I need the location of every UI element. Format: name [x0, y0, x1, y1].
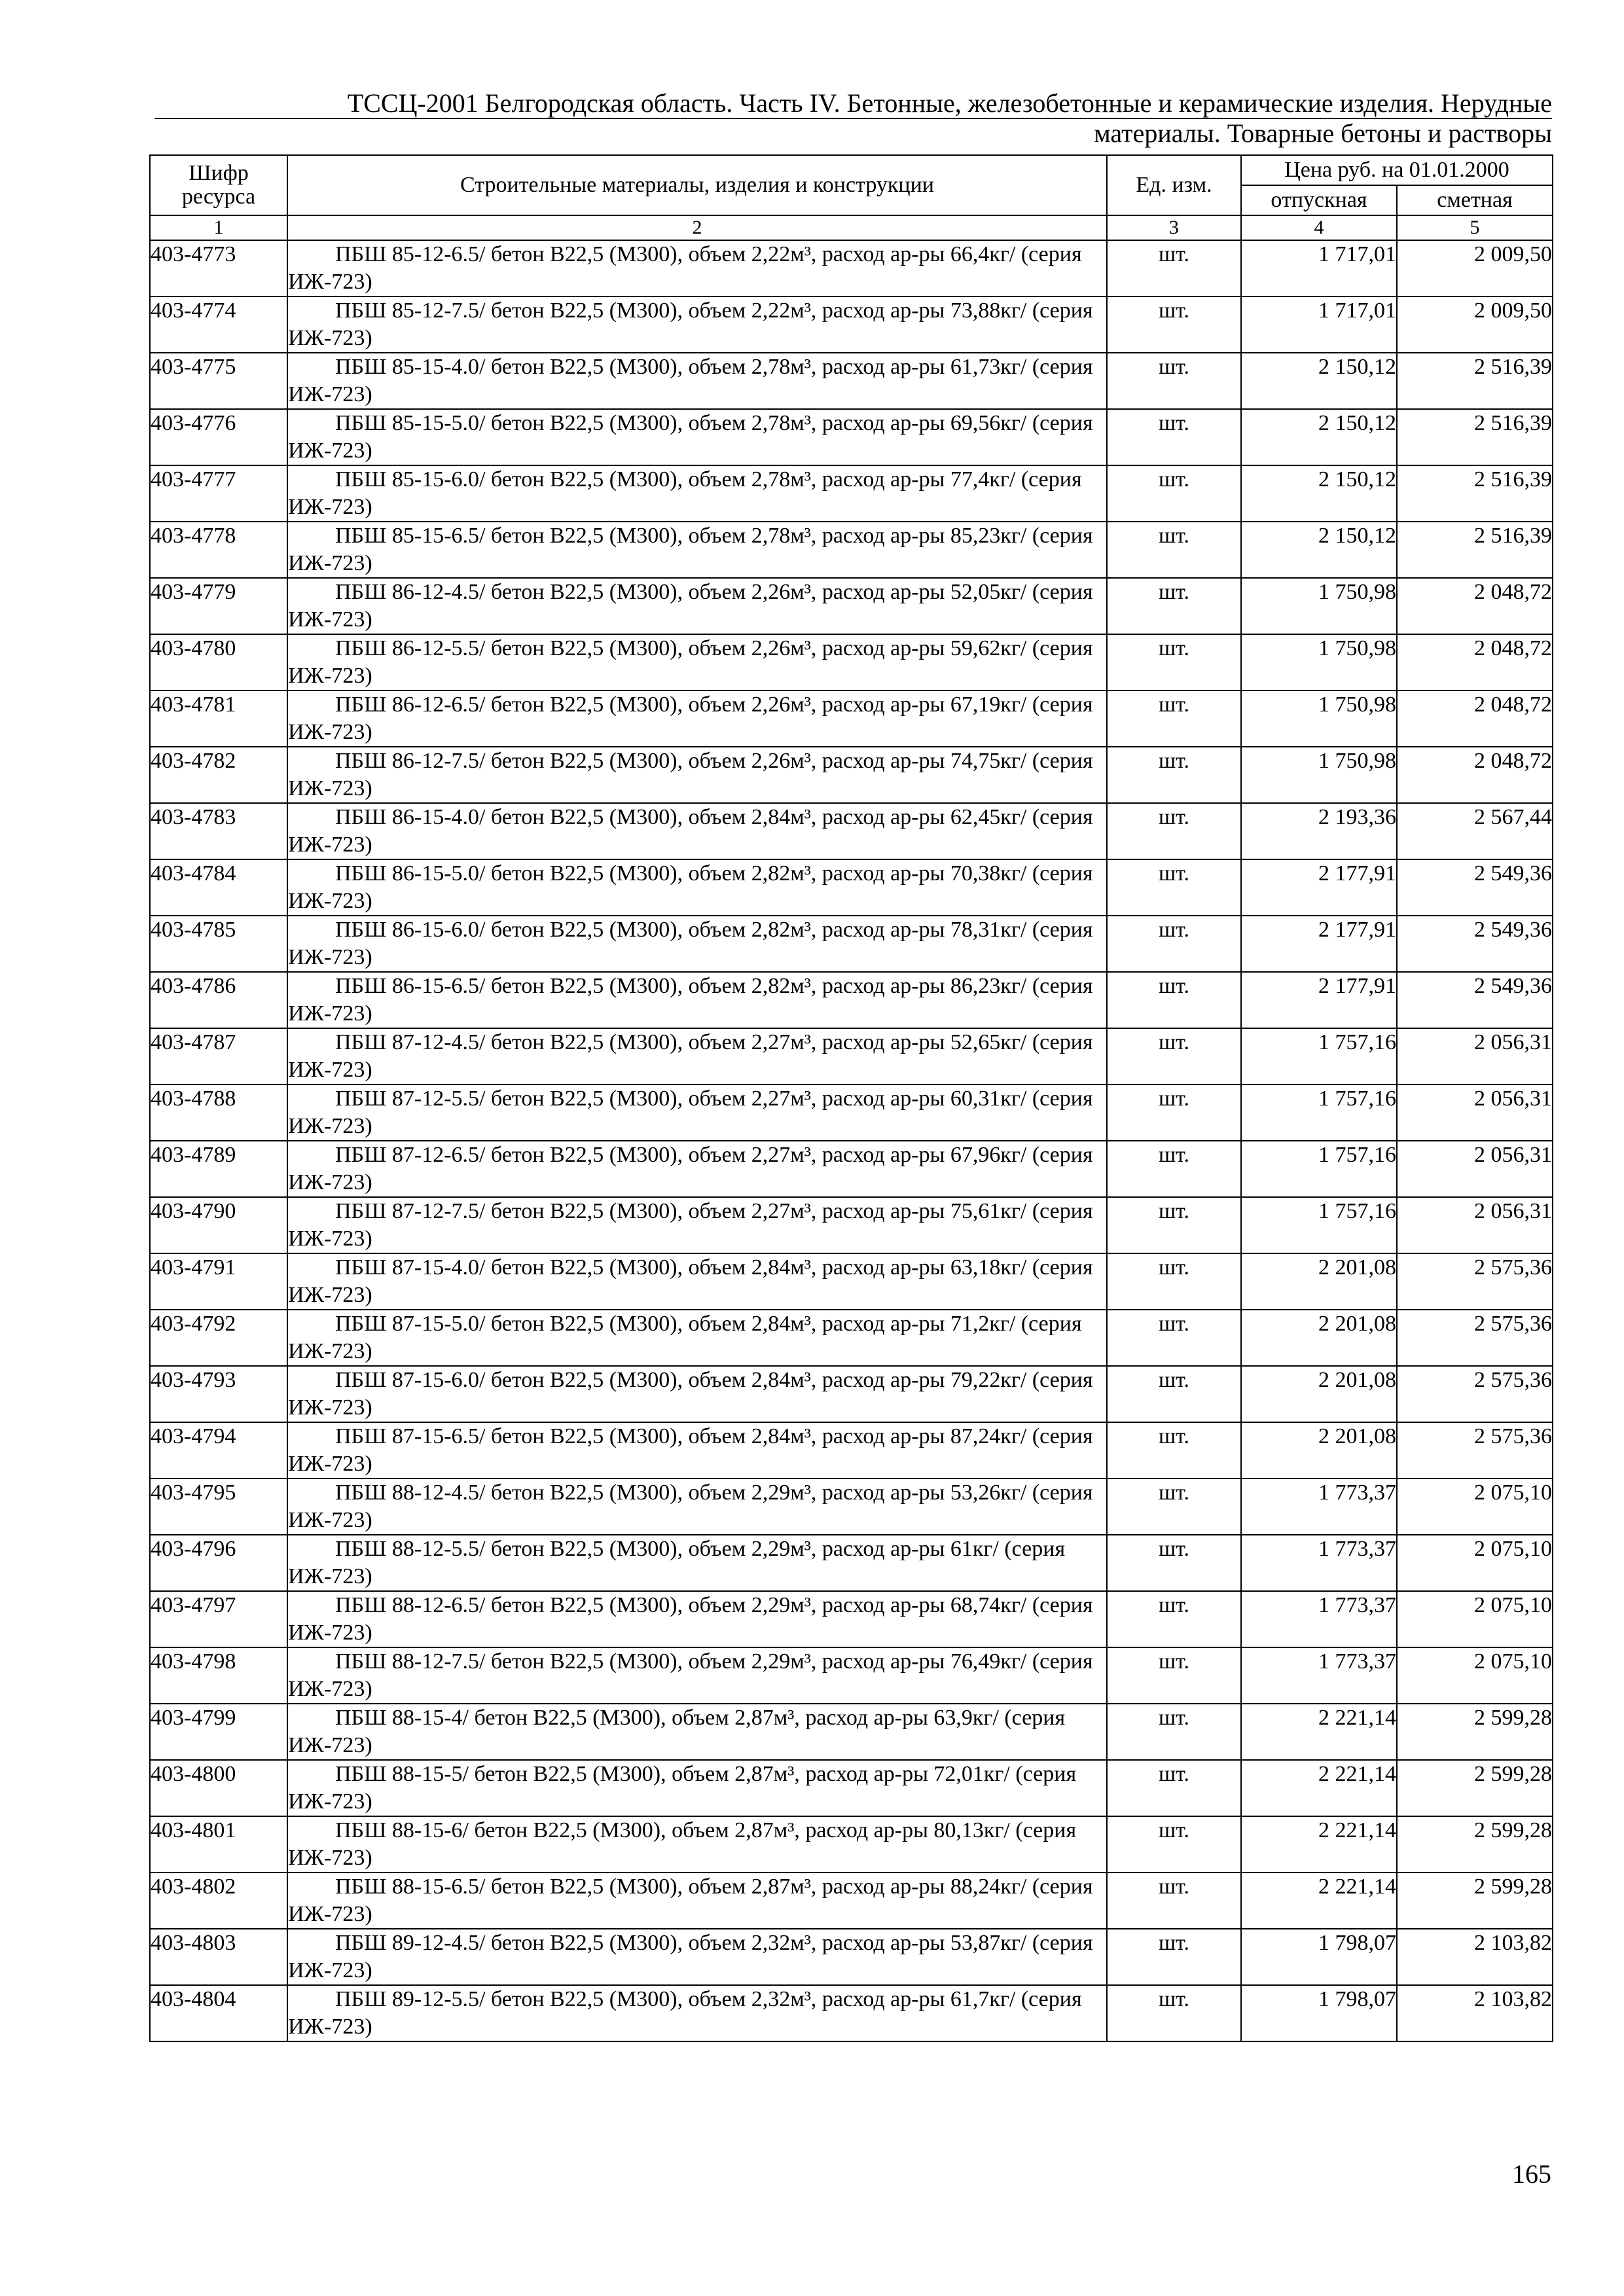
unit-of-measure: шт. [1107, 1816, 1241, 1873]
column-number: 3 [1107, 215, 1241, 240]
estimate-price: 2 599,28 [1397, 1704, 1553, 1760]
estimate-price: 2 575,36 [1397, 1422, 1553, 1479]
release-price: 2 221,14 [1241, 1873, 1397, 1929]
table-row [150, 1535, 1553, 1591]
estimate-price: 2 575,36 [1397, 1310, 1553, 1366]
material-name [287, 1028, 1107, 1085]
column-number: 2 [287, 215, 1107, 240]
material-name [287, 691, 1107, 747]
resource-code: 403-4796 [150, 1535, 287, 1591]
estimate-price: 2 599,28 [1397, 1816, 1553, 1873]
resource-code: 403-4797 [150, 1591, 287, 1647]
resource-code: 403-4799 [150, 1704, 287, 1760]
release-price: 1 750,98 [1241, 691, 1397, 747]
resource-code: 403-4777 [150, 465, 287, 522]
release-price: 1 757,16 [1241, 1197, 1397, 1253]
column-number: 5 [1397, 215, 1553, 240]
unit-of-measure: шт. [1107, 1985, 1241, 2041]
release-price: 2 201,08 [1241, 1253, 1397, 1310]
unit-of-measure: шт. [1107, 1873, 1241, 1929]
material-name-text: ПБШ 88-12-5.5/ бетон В22,5 (М300), объем 2,29м³, расход ар-ры 61кг/ (серия ИЖ-723) [288, 1537, 1066, 1588]
material-name [287, 803, 1107, 859]
table-row [150, 691, 1553, 747]
resource-code: 403-4801 [150, 1816, 287, 1873]
material-name [287, 634, 1107, 691]
release-price: 2 150,12 [1241, 353, 1397, 409]
material-name-text: ПБШ 88-15-6.5/ бетон В22,5 (М300), объем 2,87м³, расход ар-ры 88,24кг/ (серия ИЖ-723) [288, 1874, 1093, 1926]
resource-code: 403-4778 [150, 522, 287, 578]
material-name-text: ПБШ 89-12-5.5/ бетон В22,5 (М300), объем 2,32м³, расход ар-ры 61,7кг/ (серия ИЖ-723) [288, 1987, 1082, 2039]
resource-code: 403-4779 [150, 578, 287, 634]
estimate-price: 2 056,31 [1397, 1197, 1553, 1253]
material-name-text: ПБШ 85-12-6.5/ бетон В22,5 (М300), объем 2,22м³, расход ар-ры 66,4кг/ (серия ИЖ-723) [288, 242, 1082, 294]
material-name-text: ПБШ 85-12-7.5/ бетон В22,5 (М300), объем 2,22м³, расход ар-ры 73,88кг/ (серия ИЖ-723) [288, 298, 1093, 350]
estimate-price: 2 048,72 [1397, 691, 1553, 747]
header-unit: Ед. изм. [1107, 155, 1241, 215]
material-name [287, 409, 1107, 465]
resource-code: 403-4773 [150, 240, 287, 296]
resource-code: 403-4793 [150, 1366, 287, 1422]
document-title-line-1: ТССЦ-2001 Белгородская область. Часть IV. Бетонные, железобетонные и керамические изделия. Нерудные [347, 88, 1552, 118]
material-name [287, 1310, 1107, 1366]
material-name-text: ПБШ 87-12-5.5/ бетон В22,5 (М300), объем 2,27м³, расход ар-ры 60,31кг/ (серия ИЖ-723) [288, 1086, 1093, 1138]
table-row [150, 1985, 1553, 2041]
table-row [150, 803, 1553, 859]
estimate-price: 2 549,36 [1397, 972, 1553, 1028]
table-row [150, 296, 1553, 353]
table-row [150, 1873, 1553, 1929]
unit-of-measure: шт. [1107, 465, 1241, 522]
material-name-text: ПБШ 88-15-4/ бетон В22,5 (М300), объем 2,87м³, расход ар-ры 63,9кг/ (серия ИЖ-723) [288, 1706, 1066, 1757]
material-name [287, 1422, 1107, 1479]
release-price: 2 221,14 [1241, 1704, 1397, 1760]
table-row [150, 409, 1553, 465]
material-name-text: ПБШ 87-12-4.5/ бетон В22,5 (М300), объем 2,27м³, расход ар-ры 52,65кг/ (серия ИЖ-723) [288, 1030, 1093, 1082]
unit-of-measure: шт. [1107, 1647, 1241, 1704]
estimate-price: 2 075,10 [1397, 1647, 1553, 1704]
resource-code: 403-4775 [150, 353, 287, 409]
material-name [287, 1535, 1107, 1591]
estimate-price: 2 549,36 [1397, 916, 1553, 972]
resource-code: 403-4800 [150, 1760, 287, 1816]
page-number: 165 [1512, 2159, 1551, 2189]
estimate-price: 2 009,50 [1397, 240, 1553, 296]
material-name [287, 972, 1107, 1028]
estimate-price: 2 056,31 [1397, 1085, 1553, 1141]
release-price: 1 773,37 [1241, 1647, 1397, 1704]
resource-code: 403-4803 [150, 1929, 287, 1985]
material-name-text: ПБШ 88-12-4.5/ бетон В22,5 (М300), объем 2,29м³, расход ар-ры 53,26кг/ (серия ИЖ-723) [288, 1480, 1093, 1532]
table-row [150, 522, 1553, 578]
release-price: 2 177,91 [1241, 859, 1397, 916]
estimate-price: 2 103,82 [1397, 1985, 1553, 2041]
unit-of-measure: шт. [1107, 972, 1241, 1028]
table-row [150, 1704, 1553, 1760]
material-name-text: ПБШ 85-15-5.0/ бетон В22,5 (М300), объем 2,78м³, расход ар-ры 69,56кг/ (серия ИЖ-723) [288, 411, 1093, 463]
material-name-text: ПБШ 87-12-6.5/ бетон В22,5 (М300), объем 2,27м³, расход ар-ры 67,96кг/ (серия ИЖ-723) [288, 1143, 1093, 1194]
table-row [150, 1085, 1553, 1141]
material-name-text: ПБШ 86-12-4.5/ бетон В22,5 (М300), объем 2,26м³, расход ар-ры 52,05кг/ (серия ИЖ-723) [288, 580, 1093, 632]
table-row [150, 1366, 1553, 1422]
table-row [150, 972, 1553, 1028]
table-row [150, 465, 1553, 522]
estimate-price: 2 599,28 [1397, 1873, 1553, 1929]
material-name [287, 859, 1107, 916]
material-name [287, 1253, 1107, 1310]
release-price: 1 773,37 [1241, 1591, 1397, 1647]
table-row [150, 1310, 1553, 1366]
estimate-price: 2 567,44 [1397, 803, 1553, 859]
material-name [287, 465, 1107, 522]
release-price: 2 193,36 [1241, 803, 1397, 859]
header-release-price: отпускная [1241, 185, 1397, 215]
material-name-text: ПБШ 87-12-7.5/ бетон В22,5 (М300), объем 2,27м³, расход ар-ры 75,61кг/ (серия ИЖ-723) [288, 1199, 1093, 1251]
material-name-text: ПБШ 87-15-6.5/ бетон В22,5 (М300), объем 2,84м³, расход ар-ры 87,24кг/ (серия ИЖ-723) [288, 1424, 1093, 1476]
unit-of-measure: шт. [1107, 1310, 1241, 1366]
unit-of-measure: шт. [1107, 1929, 1241, 1985]
unit-of-measure: шт. [1107, 522, 1241, 578]
estimate-price: 2 075,10 [1397, 1591, 1553, 1647]
release-price: 1 757,16 [1241, 1085, 1397, 1141]
release-price: 1 750,98 [1241, 634, 1397, 691]
resource-code: 403-4787 [150, 1028, 287, 1085]
release-price: 2 150,12 [1241, 522, 1397, 578]
material-name [287, 916, 1107, 972]
material-name-text: ПБШ 86-12-5.5/ бетон В22,5 (М300), объем 2,26м³, расход ар-ры 59,62кг/ (серия ИЖ-723) [288, 636, 1093, 688]
table-row [150, 1479, 1553, 1535]
resource-code: 403-4804 [150, 1985, 287, 2041]
unit-of-measure: шт. [1107, 296, 1241, 353]
unit-of-measure: шт. [1107, 1197, 1241, 1253]
material-name-text: ПБШ 86-12-7.5/ бетон В22,5 (М300), объем 2,26м³, расход ар-ры 74,75кг/ (серия ИЖ-723) [288, 749, 1093, 800]
material-name-text: ПБШ 87-15-6.0/ бетон В22,5 (М300), объем 2,84м³, расход ар-ры 79,22кг/ (серия ИЖ-723) [288, 1368, 1093, 1420]
material-name [287, 1929, 1107, 1985]
unit-of-measure: шт. [1107, 578, 1241, 634]
unit-of-measure: шт. [1107, 1422, 1241, 1479]
material-name [287, 1591, 1107, 1647]
release-price: 1 773,37 [1241, 1535, 1397, 1591]
release-price: 2 221,14 [1241, 1816, 1397, 1873]
material-name-text: ПБШ 88-15-6/ бетон В22,5 (М300), объем 2,87м³, расход ар-ры 80,13кг/ (серия ИЖ-723) [288, 1818, 1077, 1870]
material-name [287, 1873, 1107, 1929]
unit-of-measure: шт. [1107, 1028, 1241, 1085]
unit-of-measure: шт. [1107, 1253, 1241, 1310]
material-name [287, 1816, 1107, 1873]
unit-of-measure: шт. [1107, 409, 1241, 465]
estimate-price: 2 575,36 [1397, 1366, 1553, 1422]
release-price: 2 177,91 [1241, 916, 1397, 972]
estimate-price: 2 048,72 [1397, 634, 1553, 691]
unit-of-measure: шт. [1107, 1760, 1241, 1816]
material-name [287, 1366, 1107, 1422]
material-name-text: ПБШ 89-12-4.5/ бетон В22,5 (М300), объем 2,32м³, расход ар-ры 53,87кг/ (серия ИЖ-723) [288, 1931, 1093, 1982]
release-price: 2 177,91 [1241, 972, 1397, 1028]
table-row [150, 240, 1553, 296]
material-name [287, 1647, 1107, 1704]
document-title-line-2: материалы. Товарные бетоны и растворы [1094, 118, 1552, 148]
table-row [150, 1028, 1553, 1085]
table-row [150, 859, 1553, 916]
material-name [287, 1985, 1107, 2041]
table-row [150, 1422, 1553, 1479]
release-price: 1 773,37 [1241, 1479, 1397, 1535]
unit-of-measure: шт. [1107, 1591, 1241, 1647]
resource-code: 403-4783 [150, 803, 287, 859]
material-name [287, 1704, 1107, 1760]
material-name [287, 1085, 1107, 1141]
material-name [287, 747, 1107, 803]
release-price: 1 750,98 [1241, 747, 1397, 803]
table-row [150, 1197, 1553, 1253]
table-row [150, 353, 1553, 409]
resource-code: 403-4794 [150, 1422, 287, 1479]
resource-code: 403-4782 [150, 747, 287, 803]
table-row [150, 1647, 1553, 1704]
unit-of-measure: шт. [1107, 916, 1241, 972]
estimate-price: 2 549,36 [1397, 859, 1553, 916]
table-row [150, 634, 1553, 691]
unit-of-measure: шт. [1107, 240, 1241, 296]
table-row [150, 916, 1553, 972]
resource-price-table [149, 154, 1553, 2042]
material-name [287, 240, 1107, 296]
unit-of-measure: шт. [1107, 747, 1241, 803]
material-name [287, 353, 1107, 409]
estimate-price: 2 516,39 [1397, 522, 1553, 578]
release-price: 2 150,12 [1241, 465, 1397, 522]
material-name-text: ПБШ 88-15-5/ бетон В22,5 (М300), объем 2,87м³, расход ар-ры 72,01кг/ (серия ИЖ-723) [288, 1762, 1077, 1814]
material-name-text: ПБШ 86-15-5.0/ бетон В22,5 (М300), объем 2,82м³, расход ар-ры 70,38кг/ (серия ИЖ-723) [288, 861, 1093, 913]
estimate-price: 2 009,50 [1397, 296, 1553, 353]
column-number: 4 [1241, 215, 1397, 240]
header-estimate-price: сметная [1397, 185, 1553, 215]
resource-code: 403-4791 [150, 1253, 287, 1310]
material-name [287, 522, 1107, 578]
table-row [150, 578, 1553, 634]
unit-of-measure: шт. [1107, 353, 1241, 409]
table-row [150, 1141, 1553, 1197]
unit-of-measure: шт. [1107, 803, 1241, 859]
material-name-text: ПБШ 87-15-5.0/ бетон В22,5 (М300), объем 2,84м³, расход ар-ры 71,2кг/ (серия ИЖ-723) [288, 1312, 1082, 1363]
unit-of-measure: шт. [1107, 1366, 1241, 1422]
estimate-price: 2 056,31 [1397, 1028, 1553, 1085]
material-name-text: ПБШ 85-15-4.0/ бетон В22,5 (М300), объем 2,78м³, расход ар-ры 61,73кг/ (серия ИЖ-723) [288, 355, 1093, 406]
resource-code: 403-4788 [150, 1085, 287, 1141]
material-name-text: ПБШ 88-12-7.5/ бетон В22,5 (М300), объем 2,29м³, расход ар-ры 76,49кг/ (серия ИЖ-723) [288, 1649, 1093, 1701]
release-price: 1 798,07 [1241, 1985, 1397, 2041]
release-price: 2 201,08 [1241, 1366, 1397, 1422]
release-price: 1 717,01 [1241, 240, 1397, 296]
resource-code: 403-4781 [150, 691, 287, 747]
estimate-price: 2 103,82 [1397, 1929, 1553, 1985]
column-number: 1 [150, 215, 287, 240]
resource-code: 403-4785 [150, 916, 287, 972]
resource-code: 403-4784 [150, 859, 287, 916]
estimate-price: 2 056,31 [1397, 1141, 1553, 1197]
estimate-price: 2 075,10 [1397, 1479, 1553, 1535]
resource-code: 403-4780 [150, 634, 287, 691]
material-name-text: ПБШ 88-12-6.5/ бетон В22,5 (М300), объем 2,29м³, расход ар-ры 68,74кг/ (серия ИЖ-723) [288, 1593, 1093, 1645]
unit-of-measure: шт. [1107, 1479, 1241, 1535]
unit-of-measure: шт. [1107, 691, 1241, 747]
table-row [150, 1929, 1553, 1985]
unit-of-measure: шт. [1107, 859, 1241, 916]
table-row [150, 1253, 1553, 1310]
release-price: 1 750,98 [1241, 578, 1397, 634]
estimate-price: 2 075,10 [1397, 1535, 1553, 1591]
header-code: Шифр ресурса [150, 155, 287, 215]
unit-of-measure: шт. [1107, 634, 1241, 691]
resource-code: 403-4776 [150, 409, 287, 465]
estimate-price: 2 575,36 [1397, 1253, 1553, 1310]
release-price: 1 798,07 [1241, 1929, 1397, 1985]
unit-of-measure: шт. [1107, 1141, 1241, 1197]
material-name [287, 296, 1107, 353]
material-name-text: ПБШ 86-15-4.0/ бетон В22,5 (М300), объем 2,84м³, расход ар-ры 62,45кг/ (серия ИЖ-723) [288, 805, 1093, 857]
table-body [150, 240, 1553, 2041]
resource-code: 403-4790 [150, 1197, 287, 1253]
header-name: Строительные материалы, изделия и конструкции [287, 155, 1107, 215]
unit-of-measure: шт. [1107, 1704, 1241, 1760]
material-name [287, 1141, 1107, 1197]
resource-code: 403-4774 [150, 296, 287, 353]
table-row [150, 747, 1553, 803]
estimate-price: 2 048,72 [1397, 578, 1553, 634]
unit-of-measure: шт. [1107, 1535, 1241, 1591]
release-price: 2 201,08 [1241, 1422, 1397, 1479]
material-name [287, 1479, 1107, 1535]
material-name-text: ПБШ 86-12-6.5/ бетон В22,5 (М300), объем 2,26м³, расход ар-ры 67,19кг/ (серия ИЖ-723) [288, 692, 1093, 744]
resource-code: 403-4792 [150, 1310, 287, 1366]
material-name-text: ПБШ 86-15-6.0/ бетон В22,5 (М300), объем 2,82м³, расход ар-ры 78,31кг/ (серия ИЖ-723) [288, 918, 1093, 969]
release-price: 1 717,01 [1241, 296, 1397, 353]
material-name [287, 1197, 1107, 1253]
resource-code: 403-4789 [150, 1141, 287, 1197]
resource-code: 403-4795 [150, 1479, 287, 1535]
resource-code: 403-4786 [150, 972, 287, 1028]
release-price: 1 757,16 [1241, 1028, 1397, 1085]
release-price: 2 201,08 [1241, 1310, 1397, 1366]
release-price: 2 150,12 [1241, 409, 1397, 465]
release-price: 1 757,16 [1241, 1141, 1397, 1197]
resource-code: 403-4802 [150, 1873, 287, 1929]
material-name-text: ПБШ 86-15-6.5/ бетон В22,5 (М300), объем 2,82м³, расход ар-ры 86,23кг/ (серия ИЖ-723) [288, 974, 1093, 1026]
resource-code: 403-4798 [150, 1647, 287, 1704]
table-row [150, 1816, 1553, 1873]
material-name [287, 578, 1107, 634]
estimate-price: 2 516,39 [1397, 353, 1553, 409]
table-row [150, 1591, 1553, 1647]
release-price: 2 221,14 [1241, 1760, 1397, 1816]
estimate-price: 2 516,39 [1397, 465, 1553, 522]
material-name-text: ПБШ 85-15-6.0/ бетон В22,5 (М300), объем 2,78м³, расход ар-ры 77,4кг/ (серия ИЖ-723) [288, 467, 1082, 519]
material-name-text: ПБШ 87-15-4.0/ бетон В22,5 (М300), объем 2,84м³, расход ар-ры 63,18кг/ (серия ИЖ-723) [288, 1255, 1093, 1307]
material-name [287, 1760, 1107, 1816]
estimate-price: 2 599,28 [1397, 1760, 1553, 1816]
header-price: Цена руб. на 01.01.2000 [1241, 155, 1553, 185]
table-row [150, 1760, 1553, 1816]
estimate-price: 2 516,39 [1397, 409, 1553, 465]
estimate-price: 2 048,72 [1397, 747, 1553, 803]
unit-of-measure: шт. [1107, 1085, 1241, 1141]
material-name-text: ПБШ 85-15-6.5/ бетон В22,5 (М300), объем 2,78м³, расход ар-ры 85,23кг/ (серия ИЖ-723) [288, 524, 1093, 575]
